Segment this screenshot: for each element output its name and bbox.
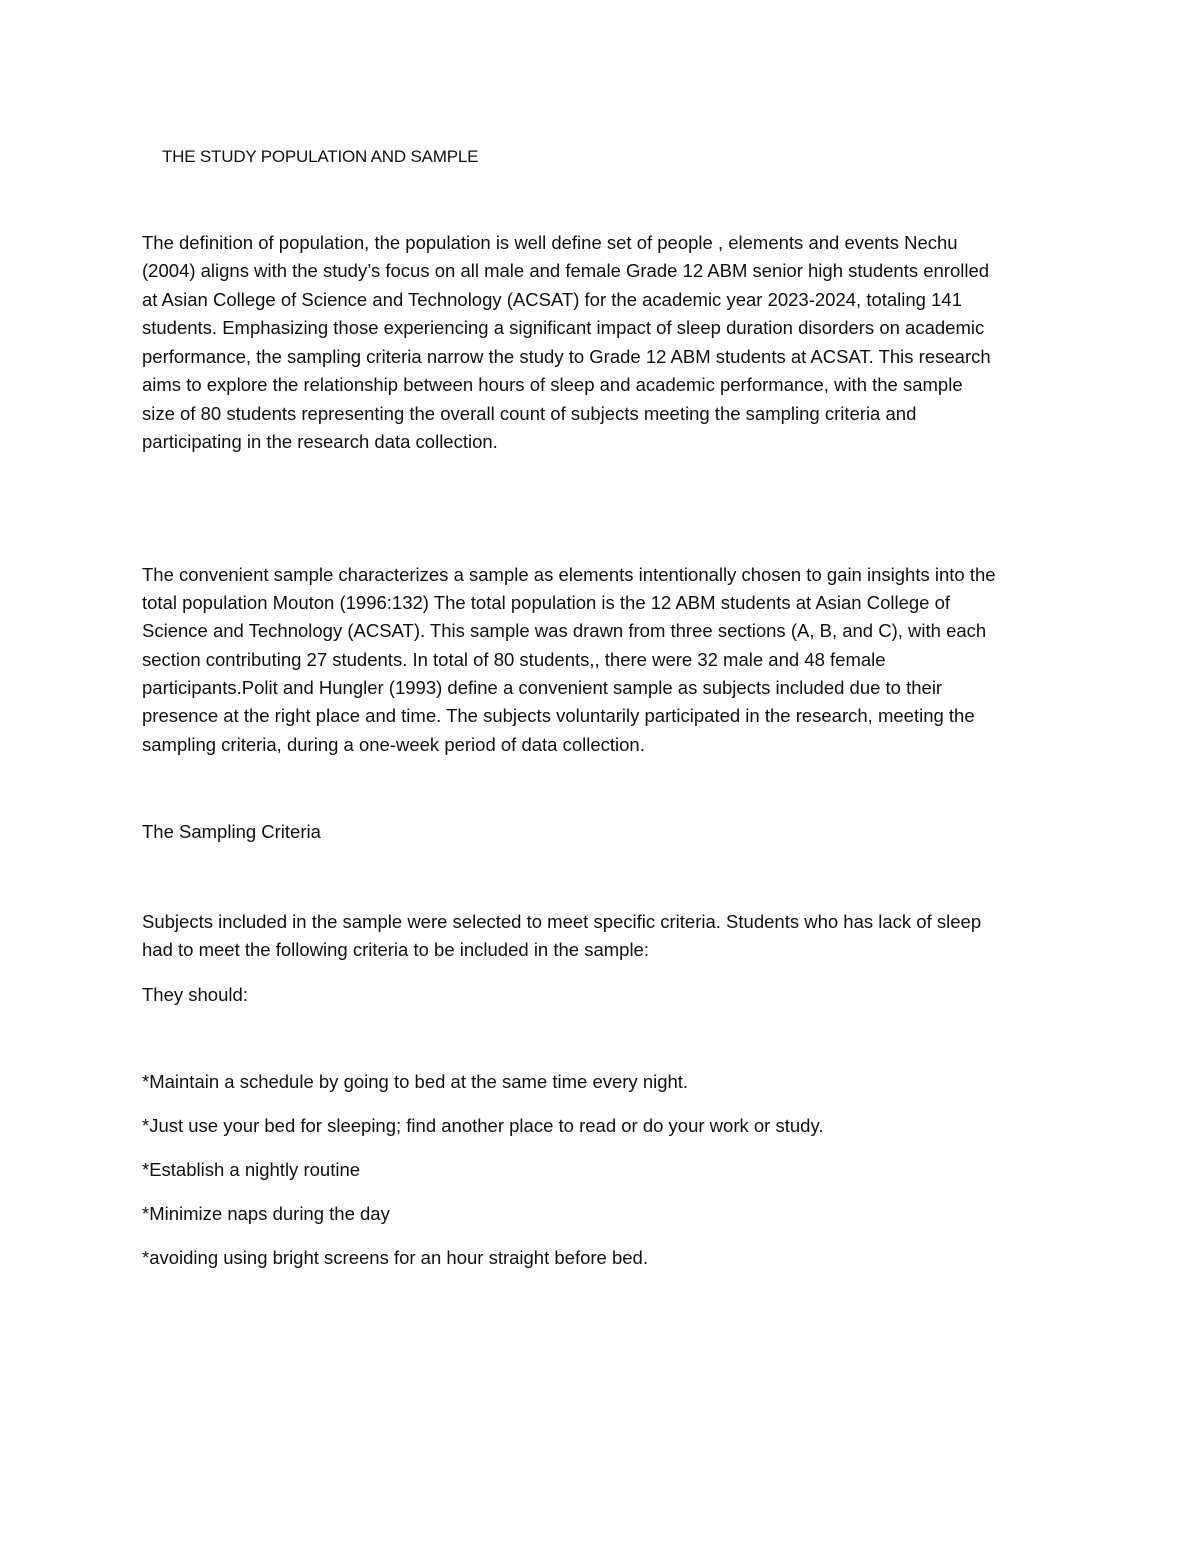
paragraph-line: participants.Polit and Hungler (1993) define a convenient sample as subjects included due to their xyxy=(142,677,943,698)
criteria-lead-in: They should: xyxy=(142,984,248,1005)
list-item: *avoiding using bright screens for an hour straight before bed. xyxy=(142,1247,648,1268)
paragraph-line: students. Emphasizing those experiencing a significant impact of sleep duration disorders on academic xyxy=(142,317,985,338)
paragraph-line: aims to explore the relationship between hours of sleep and academic performance, with the sample xyxy=(142,374,963,395)
list-item: *Minimize naps during the day xyxy=(142,1203,390,1224)
section-heading: The Sampling Criteria xyxy=(142,821,321,842)
paragraph-line: section contributing 27 students. In total of 80 students,, there were 32 male and 48 female xyxy=(142,649,886,670)
paragraph-line: Science and Technology (ACSAT). This sample was drawn from three sections (A, B, and C), with each xyxy=(142,620,987,641)
paragraph-line: sampling criteria, during a one-week period of data collection. xyxy=(142,734,645,755)
paragraph-line: at Asian College of Science and Technology (ACSAT) for the academic year 2023-2024, totaling 141 xyxy=(142,289,962,310)
paragraph-line: performance, the sampling criteria narrow the study to Grade 12 ABM students at ACSAT. This research xyxy=(142,346,991,367)
paragraph-line: presence at the right place and time. The subjects voluntarily participated in the research, meeting the xyxy=(142,705,975,726)
paragraph-line: (2004) aligns with the study’s focus on all male and female Grade 12 ABM senior high students enrolled xyxy=(142,260,990,281)
list-item: *Maintain a schedule by going to bed at the same time every night. xyxy=(142,1071,689,1092)
paragraph-line: size of 80 students representing the overall count of subjects meeting the sampling criteria and xyxy=(142,403,917,424)
list-item: *Establish a nightly routine xyxy=(142,1159,361,1180)
document-title: THE STUDY POPULATION AND SAMPLE xyxy=(162,147,479,166)
paragraph-line: Subjects included in the sample were selected to meet specific criteria. Students who has lack of sleep xyxy=(142,911,982,932)
paragraph-line: total population Mouton (1996:132) The total population is the 12 ABM students at Asian College of xyxy=(142,592,951,613)
paragraph-line: The convenient sample characterizes a sample as elements intentionally chosen to gain insights into the xyxy=(142,564,996,585)
paragraph-line: The definition of population, the population is well define set of people , elements and events Nechu xyxy=(142,232,958,253)
paragraph-line: had to meet the following criteria to be included in the sample: xyxy=(142,939,649,960)
paragraph-line: participating in the research data collection. xyxy=(142,431,498,452)
list-item: *Just use your bed for sleeping; find another place to read or do your work or study. xyxy=(142,1115,824,1136)
